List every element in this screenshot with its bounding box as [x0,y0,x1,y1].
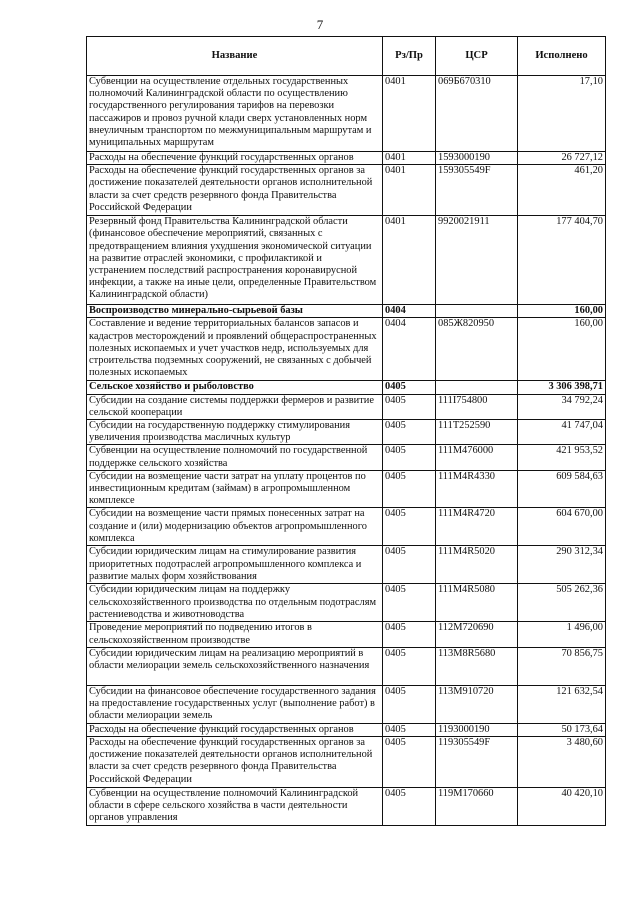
row-rz-pr: 0404 [383,318,436,381]
row-name: Субсидии на государственную поддержку стимулирования увеличения производства масличных культур [87,420,383,445]
table-row [87,152,606,165]
row-rz-pr: 0405 [383,723,436,736]
row-executed: 26 727,12 [518,152,606,165]
row-rz-pr: 0405 [383,737,436,788]
row-csr: 119305549F [436,737,518,788]
row-executed: 505 262,36 [518,584,606,622]
table-row [87,622,606,647]
row-executed: 177 404,70 [518,216,606,305]
row-rz-pr: 0405 [383,685,436,723]
table-row [87,584,606,622]
table-row [87,685,606,723]
row-rz-pr: 0405 [383,788,436,826]
row-rz-pr: 0405 [383,546,436,584]
row-name: Субсидии юридическим лицам на стимулирование развития приоритетных подотраслей агропромышленного комплекса и развитие малых форм хозяйствования [87,546,383,584]
row-csr: 119M170660 [436,788,518,826]
row-rz-pr: 0404 [383,305,436,318]
row-name: Субсидии юридическим лицам на поддержку сельскохозяйственного производства по отдельным подотраслям растениеводства и животноводства [87,584,383,622]
row-csr: 111I754800 [436,394,518,419]
row-csr [436,381,518,394]
row-executed: 421 953,52 [518,445,606,470]
row-csr: 111M4R5020 [436,546,518,584]
row-rz-pr: 0405 [383,508,436,546]
table-row [87,305,606,318]
row-name: Расходы на обеспечение функций государственных органов [87,723,383,736]
table-row [87,470,606,508]
row-name: Проведение мероприятий по подведению итогов в сельскохозяйственном производстве [87,622,383,647]
row-name: Субсидии на возмещение части прямых понесенных затрат на создание и (или) модернизацию объектов агропромышленного комплекса [87,508,383,546]
table-row [87,216,606,305]
header-csr: ЦСР [436,37,518,76]
row-name: Субсидии на создание системы поддержки фермеров и развитие сельской кооперации [87,394,383,419]
row-name: Сельское хозяйство и рыболовство [87,381,383,394]
row-name: Субсидии юридическим лицам на реализацию мероприятий в области мелиорации земель сельскохозяйственного назначения [87,647,383,685]
row-csr: 069Б670310 [436,76,518,152]
row-rz-pr: 0405 [383,445,436,470]
table-header-row [87,37,606,76]
row-csr: 111M476000 [436,445,518,470]
row-csr [436,305,518,318]
row-executed: 160,00 [518,318,606,381]
row-name: Субвенции на осуществление полномочий по государственной поддержке сельского хозяйства [87,445,383,470]
table-row [87,381,606,394]
row-rz-pr: 0401 [383,216,436,305]
row-executed: 41 747,04 [518,420,606,445]
row-executed: 3 480,60 [518,737,606,788]
row-name: Расходы на обеспечение функций государственных органов за достижение показателей деятельности органов исполнительной власти за счет средств резервного фонда Правительства Российской Федерации [87,737,383,788]
row-rz-pr: 0401 [383,152,436,165]
row-executed: 3 306 398,71 [518,381,606,394]
row-csr: 111M4R4720 [436,508,518,546]
row-rz-pr: 0405 [383,394,436,419]
table-row [87,420,606,445]
row-name: Расходы на обеспечение функций государственных органов [87,152,383,165]
row-rz-pr: 0401 [383,165,436,216]
row-executed: 17,10 [518,76,606,152]
row-executed: 1 496,00 [518,622,606,647]
table-row [87,737,606,788]
row-rz-pr: 0405 [383,622,436,647]
table-row [87,165,606,216]
table-row [87,788,606,826]
row-executed: 40 420,10 [518,788,606,826]
row-executed: 290 312,34 [518,546,606,584]
row-name: Составление и ведение территориальных балансов запасов и кадастров месторождений и проявлений общераспространенных полезных ископаемых и учет участков недр, используемых для строительства подземных сооружений, не связанных с добычей полезных ископаемых [87,318,383,381]
row-executed: 34 792,24 [518,394,606,419]
row-executed: 609 584,63 [518,470,606,508]
row-csr: 113M8R5680 [436,647,518,685]
table-row [87,76,606,152]
row-name: Расходы на обеспечение функций государственных органов за достижение показателей деятельности органов исполнительной власти за счет средств резервного фонда Правительства Российской Федерации [87,165,383,216]
table-row [87,546,606,584]
row-csr: 1193000190 [436,723,518,736]
row-rz-pr: 0401 [383,76,436,152]
header-executed: Исполнено [518,37,606,76]
row-executed: 121 632,54 [518,685,606,723]
row-rz-pr: 0405 [383,381,436,394]
row-rz-pr: 0405 [383,584,436,622]
row-csr: 159305549F [436,165,518,216]
row-name: Субвенции на осуществление отдельных государственных полномочий Калининградской области по осуществлению государственного регулирования тарифов на перевозки пассажиров и провоз ручной клади сверх установленных норм внеуличным транспортом по межмуниципальным маршрутам и муниципальных маршрутам [87,76,383,152]
row-csr: 085Ж820950 [436,318,518,381]
row-csr: 113M910720 [436,685,518,723]
row-name: Субвенции на осуществление полномочий Калининградской области в сфере сельского хозяйства в части деятельности органов управления [87,788,383,826]
row-csr: 111M4R5080 [436,584,518,622]
row-rz-pr: 0405 [383,470,436,508]
row-csr: 112M720690 [436,622,518,647]
row-name: Субсидии на возмещение части затрат на уплату процентов по инвестиционным кредитам (займам) в агропромышленном комплексе [87,470,383,508]
row-rz-pr: 0405 [383,647,436,685]
row-csr: 1593000190 [436,152,518,165]
budget-table [86,36,606,826]
header-name: Название [87,37,383,76]
row-executed: 461,20 [518,165,606,216]
row-executed: 160,00 [518,305,606,318]
row-executed: 70 856,75 [518,647,606,685]
row-csr: 111M4R4330 [436,470,518,508]
row-executed: 50 173,64 [518,723,606,736]
table-row [87,723,606,736]
row-csr: 111T252590 [436,420,518,445]
header-rz-pr: Рз/Пр [383,37,436,76]
row-name: Резервный фонд Правительства Калининградской области (финансовое обеспечение мероприятий, связанных с предотвращением влияния ухудшения экономической ситуации на развитие отраслей экономики, с профилактикой и устранением последствий распространения коронавирусной инфекции, а также на иные цели, определенные Правительством Калининградской области) [87,216,383,305]
row-rz-pr: 0405 [383,420,436,445]
row-csr: 9920021911 [436,216,518,305]
page-number: 7 [316,17,324,32]
row-executed: 604 670,00 [518,508,606,546]
row-name: Субсидии на финансовое обеспечение государственного задания на предоставление государственных услуг (выполнение работ) в области мелиорации земель [87,685,383,723]
table-row [87,394,606,419]
table-row [87,508,606,546]
table-row [87,647,606,685]
table-row [87,318,606,381]
row-name: Воспроизводство минерально-сырьевой базы [87,305,383,318]
table-row [87,445,606,470]
